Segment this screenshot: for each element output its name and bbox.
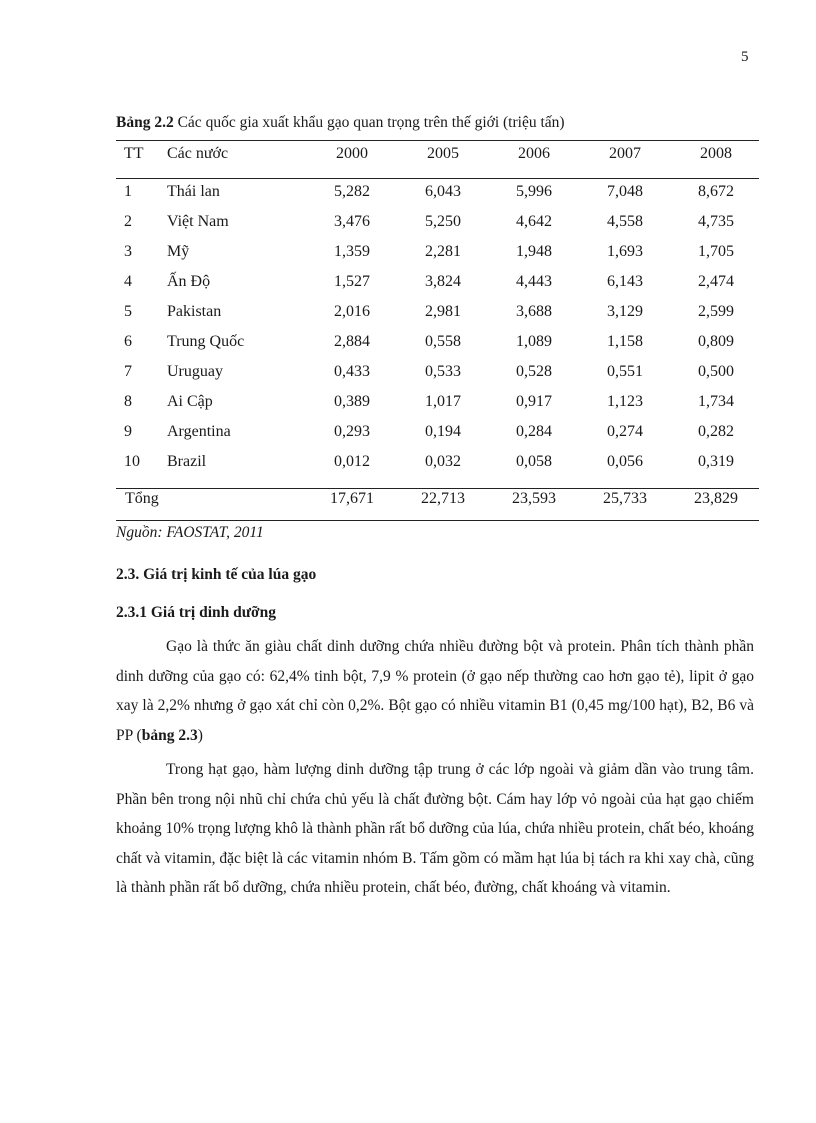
table-header-row [116, 145, 759, 175]
table-caption-label: Bảng 2.2 [116, 114, 174, 131]
value-2006: 1,089 [516, 333, 552, 350]
country-name: Việt Nam [167, 213, 229, 230]
header-year: 2000 [336, 145, 368, 162]
value-2000: 1,527 [334, 273, 370, 290]
header-country: Các nước [167, 145, 229, 162]
value-2006: 1,948 [516, 243, 552, 260]
value-2008: 0,500 [698, 363, 734, 380]
page-number: 5 [741, 49, 749, 65]
value-2000: 0,293 [334, 423, 370, 440]
value-2006: 3,688 [516, 303, 552, 320]
country-name: Argentina [167, 423, 231, 440]
value-2007: 1,123 [607, 393, 643, 410]
value-2000: 2,016 [334, 303, 370, 320]
value-2000: 0,433 [334, 363, 370, 380]
table-row [116, 273, 759, 303]
paragraph-text: Gạo là thức ăn giàu chất dinh dưỡng chứa nhiều đường bột và protein. Phân tích thành phần dinh dưỡng của gạo có: 62,4% tinh bột, 7,9 % protein (ở gạo nếp thường cao hơn gạo tẻ), lipit ở gạo xay là 2,2% nhưng ở gạo xát chỉ còn 0,2%. Bột gạo có nhiều vitamin B1 (0,45 mg/100 hạt), B2, B6 và PP ( [116, 638, 754, 744]
table-total-row [116, 490, 759, 520]
table-source: Nguồn: FAOSTAT, 2011 [116, 524, 264, 541]
value-2008: 0,282 [698, 423, 734, 440]
country-name: Uruguay [167, 363, 223, 380]
subsection-heading: 2.3.1 Giá trị dinh dưỡng [116, 604, 277, 621]
table-row [116, 363, 759, 393]
value-2008: 2,599 [698, 303, 734, 320]
value-2000: 0,389 [334, 393, 370, 410]
table-row [116, 453, 759, 483]
value-2008: 1,705 [698, 243, 734, 260]
table-row [116, 333, 759, 363]
country-name: Mỹ [167, 243, 190, 260]
total-label: Tổng [125, 490, 159, 507]
country-name: Thái lan [167, 183, 220, 200]
section-heading: 2.3. Giá trị kinh tế của lúa gạo [116, 566, 317, 583]
total-value: 22,713 [421, 490, 465, 507]
value-2007: 1,158 [607, 333, 643, 350]
total-value: 25,733 [603, 490, 647, 507]
table-row [116, 183, 759, 213]
country-name: Brazil [167, 453, 207, 470]
value-2005: 6,043 [425, 183, 461, 200]
value-2005: 1,017 [425, 393, 461, 410]
value-2007: 0,274 [607, 423, 643, 440]
value-2006: 0,917 [516, 393, 552, 410]
total-value: 23,829 [694, 490, 738, 507]
table-bottom-rule [116, 520, 759, 521]
country-name: Pakistan [167, 303, 222, 320]
value-2008: 2,474 [698, 273, 734, 290]
row-number: 2 [124, 213, 132, 230]
table-row [116, 303, 759, 333]
row-number: 1 [124, 183, 132, 200]
table-caption [116, 114, 565, 132]
table-top-rule [116, 140, 759, 141]
value-2005: 3,824 [425, 273, 461, 290]
value-2000: 2,884 [334, 333, 370, 350]
table-reference: bảng 2.3 [141, 726, 198, 744]
table-row [116, 243, 759, 273]
table-row [116, 423, 759, 453]
total-value: 17,671 [330, 490, 374, 507]
row-number: 7 [124, 363, 132, 380]
value-2000: 5,282 [334, 183, 370, 200]
value-2005: 5,250 [425, 213, 461, 230]
value-2007: 1,693 [607, 243, 643, 260]
header-year: 2008 [700, 145, 732, 162]
value-2007: 3,129 [607, 303, 643, 320]
value-2005: 0,558 [425, 333, 461, 350]
header-tt: TT [124, 145, 144, 162]
value-2007: 6,143 [607, 273, 643, 290]
value-2006: 4,443 [516, 273, 552, 290]
value-2008: 0,319 [698, 453, 734, 470]
country-name: Trung Quốc [167, 333, 245, 350]
value-2007: 0,056 [607, 453, 643, 470]
table-row [116, 213, 759, 243]
country-name: Ai Cập [167, 393, 213, 410]
value-2005: 2,981 [425, 303, 461, 320]
value-2008: 1,734 [698, 393, 734, 410]
table-caption-text: Các quốc gia xuất khẩu gạo quan trọng trên thế giới (triệu tấn) [173, 114, 565, 131]
value-2007: 0,551 [607, 363, 643, 380]
paragraph-end: ) [197, 726, 203, 744]
table-header-rule [116, 178, 759, 179]
value-2000: 1,359 [334, 243, 370, 260]
header-year: 2006 [518, 145, 550, 162]
total-value: 23,593 [512, 490, 556, 507]
value-2006: 0,058 [516, 453, 552, 470]
value-2007: 4,558 [607, 213, 643, 230]
value-2006: 4,642 [516, 213, 552, 230]
value-2005: 0,533 [425, 363, 461, 380]
header-year: 2007 [609, 145, 641, 162]
header-year: 2005 [427, 145, 459, 162]
row-number: 9 [124, 423, 132, 440]
row-number: 10 [124, 453, 140, 470]
value-2008: 0,809 [698, 333, 734, 350]
row-number: 5 [124, 303, 132, 320]
value-2006: 0,528 [516, 363, 552, 380]
paragraph-grain-layers: Trong hạt gạo, hàm lượng dinh dưỡng tập trung ở các lớp ngoài và giảm dần vào trung tâm. Phần bên trong nội nhũ chỉ chứa chủ yếu là chất đường bột. Cám hay lớp vỏ ngoài của hạt gạo chiếm khoảng 10% trọng lượng khô là thành phần rất bổ dưỡng của lúa, chứa nhiều protein, chất béo, khoáng chất và vitamin, đặc biệt là các vitamin nhóm B. Tấm gồm có mầm hạt lúa bị tách ra khi xay chà, cũng là thành phần rất bổ dưỡng, chứa nhiều protein, chất béo, đường, chất khoáng và vitamin. [116, 761, 754, 896]
value-2007: 7,048 [607, 183, 643, 200]
value-2000: 0,012 [334, 453, 370, 470]
value-2006: 5,996 [516, 183, 552, 200]
value-2005: 2,281 [425, 243, 461, 260]
table-row [116, 393, 759, 423]
value-2006: 0,284 [516, 423, 552, 440]
row-number: 6 [124, 333, 132, 350]
table-total-rule [116, 488, 759, 489]
row-number: 4 [124, 273, 132, 290]
country-name: Ấn Độ [167, 273, 211, 290]
paragraph-nutrition [116, 632, 754, 750]
value-2008: 4,735 [698, 213, 734, 230]
value-2005: 0,194 [425, 423, 461, 440]
row-number: 8 [124, 393, 132, 410]
value-2000: 3,476 [334, 213, 370, 230]
value-2008: 8,672 [698, 183, 734, 200]
value-2005: 0,032 [425, 453, 461, 470]
row-number: 3 [124, 243, 132, 260]
